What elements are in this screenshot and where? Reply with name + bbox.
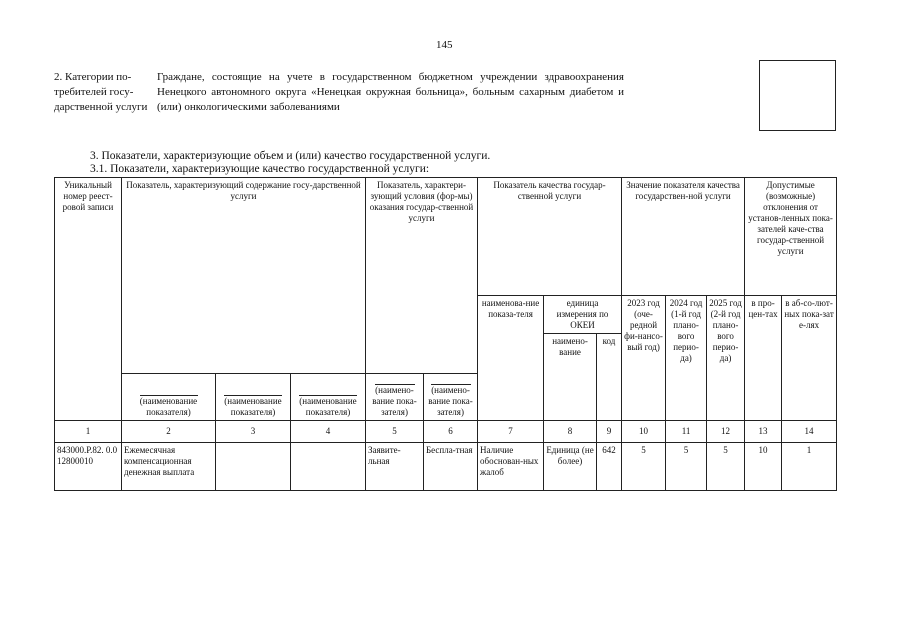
sub-header-4: (наименование показателя) (291, 374, 366, 421)
col-number: 3 (216, 421, 291, 443)
cell-2024: 5 (666, 443, 707, 491)
col-number: 9 (597, 421, 622, 443)
header-indicator-name: наименова-ние показа-теля (478, 296, 544, 421)
cell-content-2 (216, 443, 291, 491)
cell-unit: Единица (не более) (544, 443, 597, 491)
header-percent: в про-цен-тах (745, 296, 782, 421)
col-number: 14 (782, 421, 837, 443)
header-value: Значение показателя качества государствен-ной услуги (622, 178, 745, 296)
category-text: Граждане, состоящие на учете в государственном бюджетном учреждении здравоохранения Ненецкого автономного округа «Ненецкая окружная больница», больным сахарным диабетом и (или) онкологическими заболеваниями (157, 71, 624, 113)
header-content: Показатель, характеризующий содержание госу-дарственной услуги (122, 178, 366, 374)
cell-absolute: 1 (782, 443, 837, 491)
table-row (55, 443, 837, 491)
col-number: 10 (622, 421, 666, 443)
sub-header-5: (наимено-вание пока-зателя) (366, 374, 424, 421)
col-number: 2 (122, 421, 216, 443)
cell-percent: 10 (745, 443, 782, 491)
cell-indicator: Наличие обоснован-ных жалоб (478, 443, 544, 491)
header-absolute: в аб-со-лют-ных пока-зате-лях (782, 296, 837, 421)
header-quality: Показатель качества государ-ственной услуги (478, 178, 622, 296)
col-number: 4 (291, 421, 366, 443)
header-year-2024: 2024 год (1-й год плано-вого перио-да) (666, 296, 707, 421)
sub-header-6: (наимено-вание пока-зателя) (424, 374, 478, 421)
sub-header-2: (наименование показателя) (122, 374, 216, 421)
col-number: 8 (544, 421, 597, 443)
cell-condition-1: Заявите-льная (366, 443, 424, 491)
section-3-heading: 3. Показатели, характеризующие объем и (или) качество государственной услуги. (90, 150, 491, 162)
page-number: 145 (436, 39, 453, 51)
col-number: 6 (424, 421, 478, 443)
cell-registry: 843000.Р.82. 0.012800010 (55, 443, 122, 491)
header-year-2025: 2025 год (2-й год плано-вого перио-да) (707, 296, 745, 421)
cell-content-3 (291, 443, 366, 491)
category-label: 2. Категории по-требителей госу-дарственной услуги (54, 71, 148, 113)
col-number: 12 (707, 421, 745, 443)
col-number: 5 (366, 421, 424, 443)
registry-code-box (759, 60, 836, 131)
header-deviation: Допустимые (возможные) отклонения от установ-ленных пока-зателей каче-ства государ-ственной услуги (745, 178, 837, 296)
header-okei-name: наимено-вание (544, 334, 597, 421)
col-number: 13 (745, 421, 782, 443)
sub-header-3: (наименование показателя) (216, 374, 291, 421)
cell-condition-2: Беспла-тная (424, 443, 478, 491)
header-okei-code: код (597, 334, 622, 421)
cell-2023: 5 (622, 443, 666, 491)
quality-indicators-table (54, 177, 837, 491)
cell-content: Ежемесячная компенсационная денежная выплата (122, 443, 216, 491)
cell-2025: 5 (707, 443, 745, 491)
col-number: 7 (478, 421, 544, 443)
header-year-2023: 2023 год (оче-редной фи-нансо-вый год) (622, 296, 666, 421)
header-registry: Уникальный номер реест-ровой записи (55, 178, 122, 421)
cell-code: 642 (597, 443, 622, 491)
header-conditions: Показатель, характери-зующий условия (фор-мы) оказания государ-ственной услуги (366, 178, 478, 374)
col-number: 1 (55, 421, 122, 443)
col-number: 11 (666, 421, 707, 443)
header-okei-unit: единица измерения по ОКЕИ (544, 296, 622, 334)
section-3-1-heading: 3.1. Показатели, характеризующие качество государственной услуги: (90, 163, 430, 175)
